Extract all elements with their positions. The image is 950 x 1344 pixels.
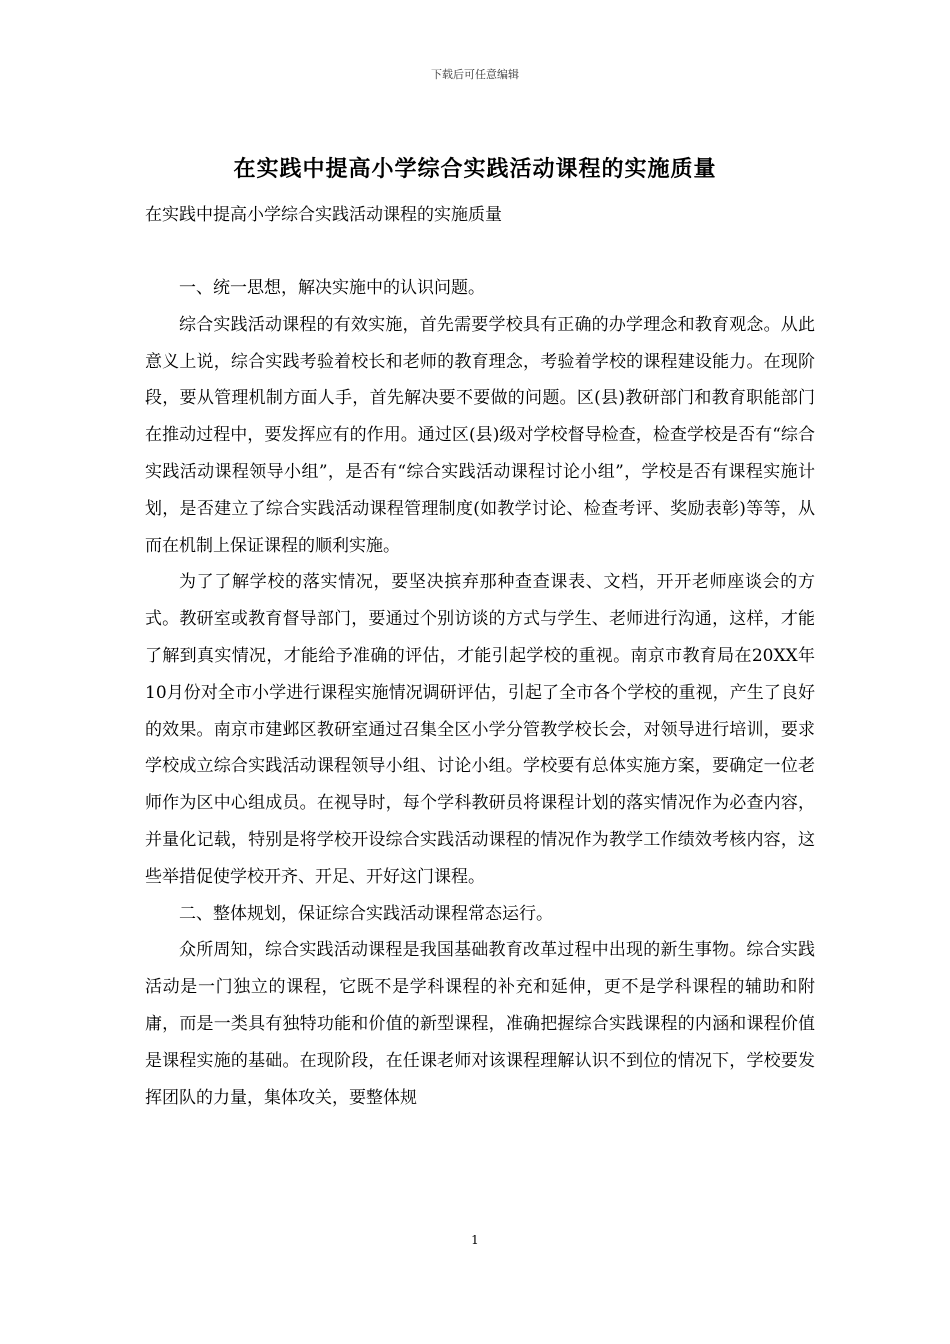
paragraph: 为了了解学校的落实情况，要坚决摈弃那种查查课表、文档，开开老师座谈会的方式。教研室或教育督导部门，要通过个别访谈的方式与学生、老师进行沟通，这样，才能了解到真实情况，才能给予准确的评估，才能引起学校的重视。南京市教育局在20XX年10月份对全市小学进行课程实施情况调研评估，引起了全市各个学校的重视，产生了良好的效果。南京市建邺区教研室通过召集全区小学分管教学校长会，对领导进行培训，要求学校成立综合实践活动课程领导小组、讨论小组。学校要有总体实施方案，要确定一位老师作为区中心组成员。在视导时，每个学科教研员将课程计划的落实情况作为必查内容，并量化记载，特别是将学校开设综合实践活动课程的情况作为教学工作绩效考核内容，这些举措促使学校开齐、开足、开好这门课程。: [145, 572, 815, 887]
document-subtitle: 在实践中提高小学综合实践活动课程的实施质量: [145, 205, 502, 225]
document-body: [145, 270, 815, 1116]
section-heading-2: 二、整体规划，保证综合实践活动课程常态运行。: [179, 903, 553, 924]
paragraph: 众所周知，综合实践活动课程是我国基础教育改革过程中出现的新生事物。综合实践活动是一门独立的课程，它既不是学科课程的补充和延伸，更不是学科课程的辅助和附庸，而是一类具有独特功能和价值的新型课程，准确把握综合实践课程的内涵和课程价值是课程实施的基础。在现阶段，在任课老师对该课程理解认识不到位的情况下，学校要发挥团队的力量，集体攻关，要整体规: [145, 940, 815, 1108]
document-title: 在实践中提高小学综合实践活动课程的实施质量: [233, 156, 717, 182]
page-header: 下载后可任意编辑: [431, 68, 519, 81]
page-number: 1: [471, 1233, 479, 1247]
section-heading-1: 一、统一思想，解决实施中的认识问题。: [179, 278, 485, 298]
paragraph: 综合实践活动课程的有效实施，首先需要学校具有正确的办学理念和教育观念。从此意义上说，综合实践考验着校长和老师的教育理念，考验着学校的课程建设能力。在现阶段，要从管理机制方面人手，首先解决要不要做的问题。区(县)教研部门和教育职能部门在推动过程中，要发挥应有的作用。通过区(县)级对学校督导检查，检查学校是否有“综合实践活动课程领导小组”，是否有“综合实践活动课程讨论小组”，学校是否有课程实施计划，是否建立了综合实践活动课程管理制度(如教学讨论、检查考评、奖励表彰)等等，从而在机制上保证课程的顺利实施。: [145, 314, 815, 556]
